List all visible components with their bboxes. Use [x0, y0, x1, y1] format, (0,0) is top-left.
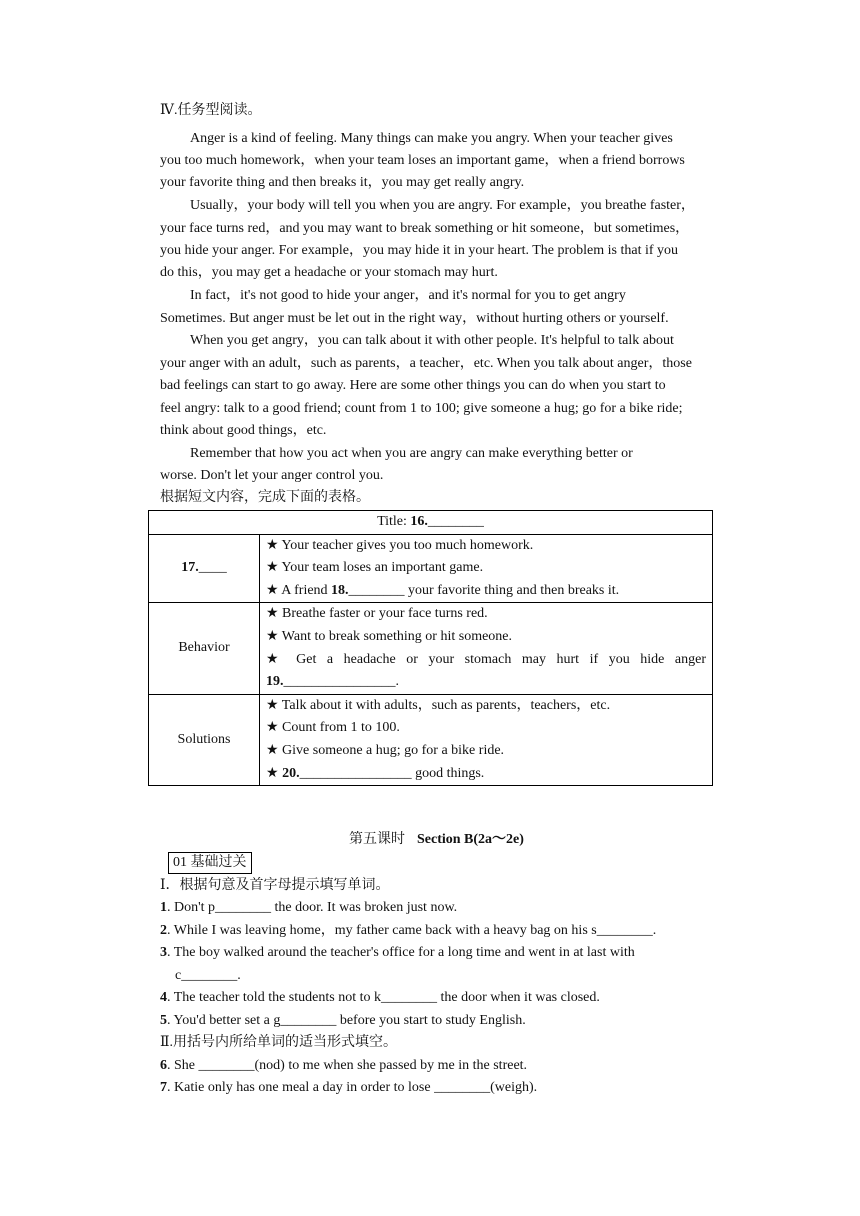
answer-blank[interactable]: ________________. — [283, 674, 399, 690]
list-item: ★ Give someone a hug; go for a bike ride. — [266, 742, 505, 758]
part1-heading: Ⅰ．根据句意及首字母提示填写单词。 — [160, 878, 390, 893]
reading-line: you too much homework，when your team loses an important game，when a friend borrows — [160, 153, 685, 168]
answer-blank[interactable]: ________ — [427, 514, 484, 529]
table-row — [149, 511, 713, 535]
list-item: ★ Breathe faster or your face turns red. — [266, 606, 488, 622]
question-number: 20. — [282, 765, 300, 781]
reading-line: Sometimes. But anger must be let out in the right way，without hurting others or yourself. — [160, 311, 669, 326]
answer-blank[interactable]: ____ — [198, 560, 227, 576]
basics-label: 01 基础过关 — [168, 852, 252, 874]
question-number: 16. — [410, 514, 428, 529]
table-instruction: 根据短文内容，完成下面的表格。 — [160, 490, 370, 505]
row-label-cell: Behavior — [149, 603, 260, 694]
table-row — [149, 694, 713, 785]
exercise-item-continued: c________. — [175, 968, 241, 983]
exercise-item: 7. Katie only has one meal a day in order to lose ________(weigh). — [160, 1080, 538, 1095]
reading-line: In fact，it's not good to hide your anger，and it's normal for you to get angry — [190, 288, 626, 303]
reading-line: think about good things，etc. — [160, 423, 327, 438]
reading-line: feel angry: talk to a good friend; count from 1 to 100; give someone a hug; go for a bike ride; — [160, 401, 683, 416]
lesson-title: 第五课时 Section B(2a～2e) — [349, 832, 524, 847]
row-content-cell — [260, 694, 713, 785]
row-label-cell — [149, 534, 260, 603]
reading-line: Remember that how you act when you are angry can make everything better or — [190, 446, 633, 461]
question-number: 17. — [181, 560, 199, 576]
reading-line: do this，you may get a headache or your stomach may hurt. — [160, 265, 498, 280]
exercise-item: 5. You'd better set a g________ before you start to study English. — [160, 1013, 526, 1028]
list-item: ★ Talk about it with adults，such as parents，teachers，etc. — [266, 697, 611, 713]
question-number: 19. — [266, 674, 284, 690]
reading-line: Anger is a kind of feeling. Many things can make you angry. When your teacher gives — [190, 131, 673, 146]
reading-line: your face turns red，and you may want to break something or hit someone，but sometimes， — [160, 221, 690, 236]
reading-heading: Ⅳ.任务型阅读。 — [160, 103, 262, 118]
reading-line: you hide your anger. For example，you may hide it in your heart. The problem is that if you — [160, 243, 679, 258]
list-item: ★ A friend 18.________ your favorite thing and then breaks it. — [266, 582, 620, 598]
reading-line: When you get angry，you can talk about it with other people. It's helpful to talk about — [190, 333, 674, 348]
reading-line: Usually，your body will tell you when you are angry. For example，you breathe faster， — [190, 198, 695, 213]
table-row — [149, 603, 713, 694]
exercise-item: 2. While I was leaving home，my father came back with a heavy bag on his s________. — [160, 923, 657, 938]
row-content-cell — [260, 534, 713, 603]
list-item: ★ Count from 1 to 100. — [266, 720, 400, 736]
reading-line: bad feelings can start to go away. Here are some other things you can do when you start to — [160, 378, 666, 393]
reading-line: worse. Don't let your anger control you. — [160, 468, 384, 483]
exercise-item: 1. Don't p________ the door. It was broken just now. — [160, 900, 458, 915]
answer-blank[interactable]: ________ your favorite thing and then breaks it. — [348, 582, 620, 598]
table-title-cell: Title: 16.________ — [149, 511, 713, 535]
exercise-item: 3. The boy walked around the teacher's office for a long time and went in at last with — [160, 945, 635, 960]
list-item: ★ 20.________________ good things. — [266, 765, 485, 781]
row-label-cell: Solutions — [149, 694, 260, 785]
table-row — [149, 534, 713, 603]
answer-blank[interactable]: ________________ good things. — [299, 765, 485, 781]
row-content-cell — [260, 603, 713, 694]
part2-heading: Ⅱ.用括号内所给单词的适当形式填空。 — [160, 1035, 398, 1050]
reading-line: your anger with an adult，such as parents，a teacher，etc. When you talk about anger，those — [160, 356, 692, 371]
list-item: ★ Get a headache or your stomach may hurt if you hide anger — [266, 651, 706, 667]
section-label: Section B(2a～2e) — [417, 832, 524, 847]
question-number: 18. — [331, 582, 349, 598]
list-item: ★ Your team loses an important game. — [266, 560, 484, 576]
list-item: ★ Your teacher gives you too much homework. — [266, 537, 534, 553]
list-item-continued — [266, 671, 706, 694]
exercise-item: 6. She ________(nod) to me when she passed by me in the street. — [160, 1058, 528, 1073]
reading-line: your favorite thing and then breaks it，you may get really angry. — [160, 175, 525, 190]
exercise-item: 4. The teacher told the students not to k________ the door when it was closed. — [160, 990, 600, 1005]
list-item: ★ Want to break something or hit someone. — [266, 628, 513, 644]
task-table — [148, 510, 713, 786]
